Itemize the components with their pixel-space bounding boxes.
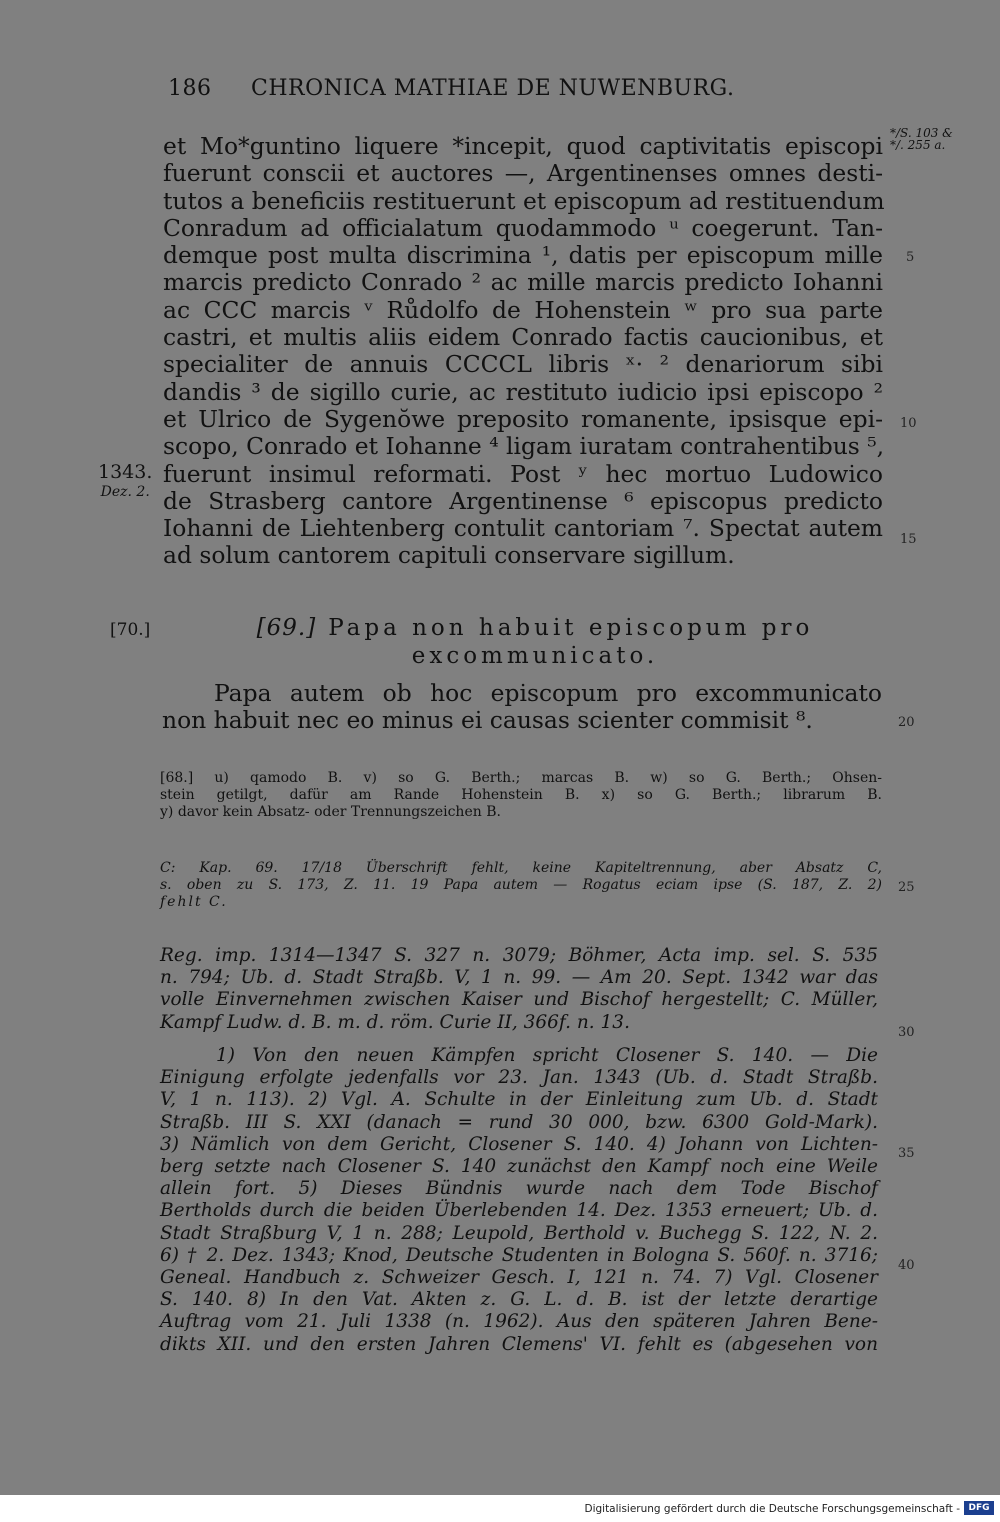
apparatus-line: y) davor kein Absatz- oder Trennungszeichen B. (160, 804, 501, 821)
note-line: 1) Von den neuen Kämpfen spricht Closener S. 140. — Die (216, 1045, 878, 1066)
text-line: dandis ³ de sigillo curie, ac restituto iudicio ipsi episcopo ² (163, 377, 883, 406)
text-line: marcis predicto Conrado ² ac mille marcis predicto Iohanni (163, 268, 883, 297)
dfg-logo: DFG (964, 1501, 994, 1515)
text-line: et Mo*guntino liquere *incepit, quod captivitatis episcopi (163, 132, 883, 160)
note-line: Reg. imp. 1314—1347 S. 327 n. 3079; Böhmer, Acta imp. sel. S. 535 (160, 945, 878, 966)
funding-credit: Digitalisierung gefördert durch die Deutsche Forschungsgemeinschaft - (584, 1503, 960, 1515)
note-line: 6) † 2. Dez. 1343; Knod, Deutsche Studenten in Bologna S. 560f. n. 3716; (160, 1244, 878, 1266)
text-line: Conradum ad officialatum quodammodo ᵘ coegerunt. Tan- (163, 213, 883, 242)
chapter-number: [69.] (256, 615, 317, 641)
text-line: non habuit nec eo minus ei causas scienter commisit ⁸. (162, 706, 813, 735)
note-line: berg setzte nach Closener S. 140 zunächst den Kampf noch eine Weile (160, 1156, 878, 1178)
chapter-text (162, 680, 882, 735)
note-line: Kampf Ludw. d. B. m. d. röm. Curie II, 366f. n. 13. (160, 1011, 630, 1033)
text-line: ac CCC marcis ᵛ Růdolfo de Hohenstein ʷ pro sua parte (163, 295, 883, 324)
footer-bar (0, 1495, 1000, 1522)
margin-year: 1343. (98, 461, 153, 483)
margin-date (98, 462, 152, 502)
chapter-title-line: [69.] Papa non habuit episcopum pro (256, 615, 814, 641)
main-text-block (163, 133, 883, 570)
apparatus-line: stein getilgt, dafür am Rande Hohenstein B. x) so G. Berth.; librarum B. (160, 787, 882, 804)
margin-day: Dez. 2. (100, 484, 150, 500)
text-line: ad solum cantorem capituli conservare sigillum. (163, 541, 735, 570)
text-line: scopo, Conrado et Iohanne ⁴ ligam iuratam contrahentibus ⁵, (163, 432, 885, 461)
text-line: et Ulrico de Sygenŏwe preposito romanente, ipsisque epi- (163, 404, 883, 433)
text-line: Iohanni de Liehtenberg contulit cantoriam ⁷. Spectat autem (163, 514, 883, 543)
note-line: Stadt Straßburg V, 1 n. 288; Leupold, Berthold v. Buchegg S. 122, N. 2. (160, 1222, 878, 1244)
text-line: de Strasberg cantore Argentinense ⁶ episcopus predicto (163, 486, 883, 515)
chapter-title-line: excommunicato. (411, 643, 659, 669)
text-line: specialiter de annuis CCCCL libris ˣ· ² denariorum sibi (163, 350, 883, 379)
note-line: Auftrag vom 21. Juli 1338 (n. 1962). Aus den späteren Jahren Bene- (160, 1311, 878, 1333)
apparatus-line: [68.] u) qamodo B. v) so G. Berth.; marcas B. w) so G. Berth.; Ohsen- (160, 770, 882, 786)
note-line: Bertholds durch die beiden Überlebenden 14. Dez. 1353 erneuert; Ub. d. (160, 1200, 878, 1222)
line-number: 10 (900, 416, 917, 431)
text-line: demque post multa discrimina ¹, datis per episcopum mille (163, 241, 883, 270)
note-line: Geneal. Handbuch z. Schweizer Gesch. I, 121 n. 74. 7) Vgl. Closener (160, 1267, 878, 1289)
apparatus-variants (160, 770, 882, 822)
line-number: 40 (898, 1258, 915, 1273)
line-number: 20 (898, 715, 915, 730)
text-line: castri, et multis aliis eidem Conrado factis caucionibus, et (163, 323, 883, 352)
chapter-old-number: [70.] (110, 620, 151, 640)
margin-ref-line: */. 255 a. (890, 138, 946, 152)
chapter-heading (225, 614, 845, 670)
apparatus-line: C: Kap. 69. 17/18 Überschrift fehlt, keine Kapiteltrennung, aber Absatz C, (160, 860, 882, 876)
notes-intro (160, 945, 878, 1034)
footnotes (160, 1045, 878, 1356)
line-number: 25 (898, 880, 915, 895)
line-number: 5 (906, 250, 915, 265)
note-line: S. 140. 8) In den Vat. Akten z. G. L. d. B. ist der letzte derartige (160, 1289, 878, 1311)
line-number: 15 (900, 532, 917, 547)
line-number: 30 (898, 1025, 915, 1040)
note-line: n. 794; Ub. d. Stadt Straßb. V, 1 n. 99. — Am 20. Sept. 1342 war das (160, 967, 878, 989)
running-header (168, 76, 734, 101)
margin-ref-line: */S. 103 & (890, 126, 953, 140)
note-line: allein fort. 5) Dieses Bündnis wurde nach dem Tode Bischof (160, 1178, 878, 1200)
note-line: V, 1 n. 113). 2) Vgl. A. Schulte in der Einleitung zum Ub. d. Stadt (160, 1089, 878, 1111)
apparatus-line: s. oben zu S. 173, Z. 11. 19 Papa autem — Rogatus eciam ipse (S. 187, Z. 2) (160, 877, 882, 894)
page-number: 186 (168, 76, 212, 101)
note-line: volle Einvernehmen zwischen Kaiser und Bischof hergestellt; C. Müller, (160, 989, 878, 1011)
text-line: fuerunt insimul reformati. Post ʸ hec mortuo Ludowico (163, 459, 883, 488)
line-number: 35 (898, 1146, 915, 1161)
text-line: fuerunt conscii et auctores —, Argentinenses omnes desti- (163, 159, 883, 188)
note-line: 3) Nämlich von dem Gericht, Closener S. 140. 4) Johann von Lichten- (160, 1133, 878, 1155)
margin-ref-top (890, 127, 953, 151)
note-line: Straßb. III S. XXI (danach = rund 30 000, bzw. 6300 Gold-Mark). (160, 1111, 878, 1133)
text-line: Papa autem ob hoc episcopum pro excommunicato (214, 679, 882, 707)
text-line: tutos a beneficiis restituerunt et episcopum ad restituendum (163, 186, 885, 215)
apparatus-line: fehlt C. (160, 894, 228, 911)
running-title: CHRONICA MATHIAE DE NUWENBURG. (251, 76, 735, 101)
note-line: dikts XII. und den ersten Jahren Clemens' VI. fehlt es (abgesehen von (160, 1333, 878, 1355)
apparatus-sources (160, 860, 882, 912)
note-line: Einigung erfolgte jedenfalls vor 23. Jan. 1343 (Ub. d. Stadt Straßb. (160, 1067, 878, 1089)
